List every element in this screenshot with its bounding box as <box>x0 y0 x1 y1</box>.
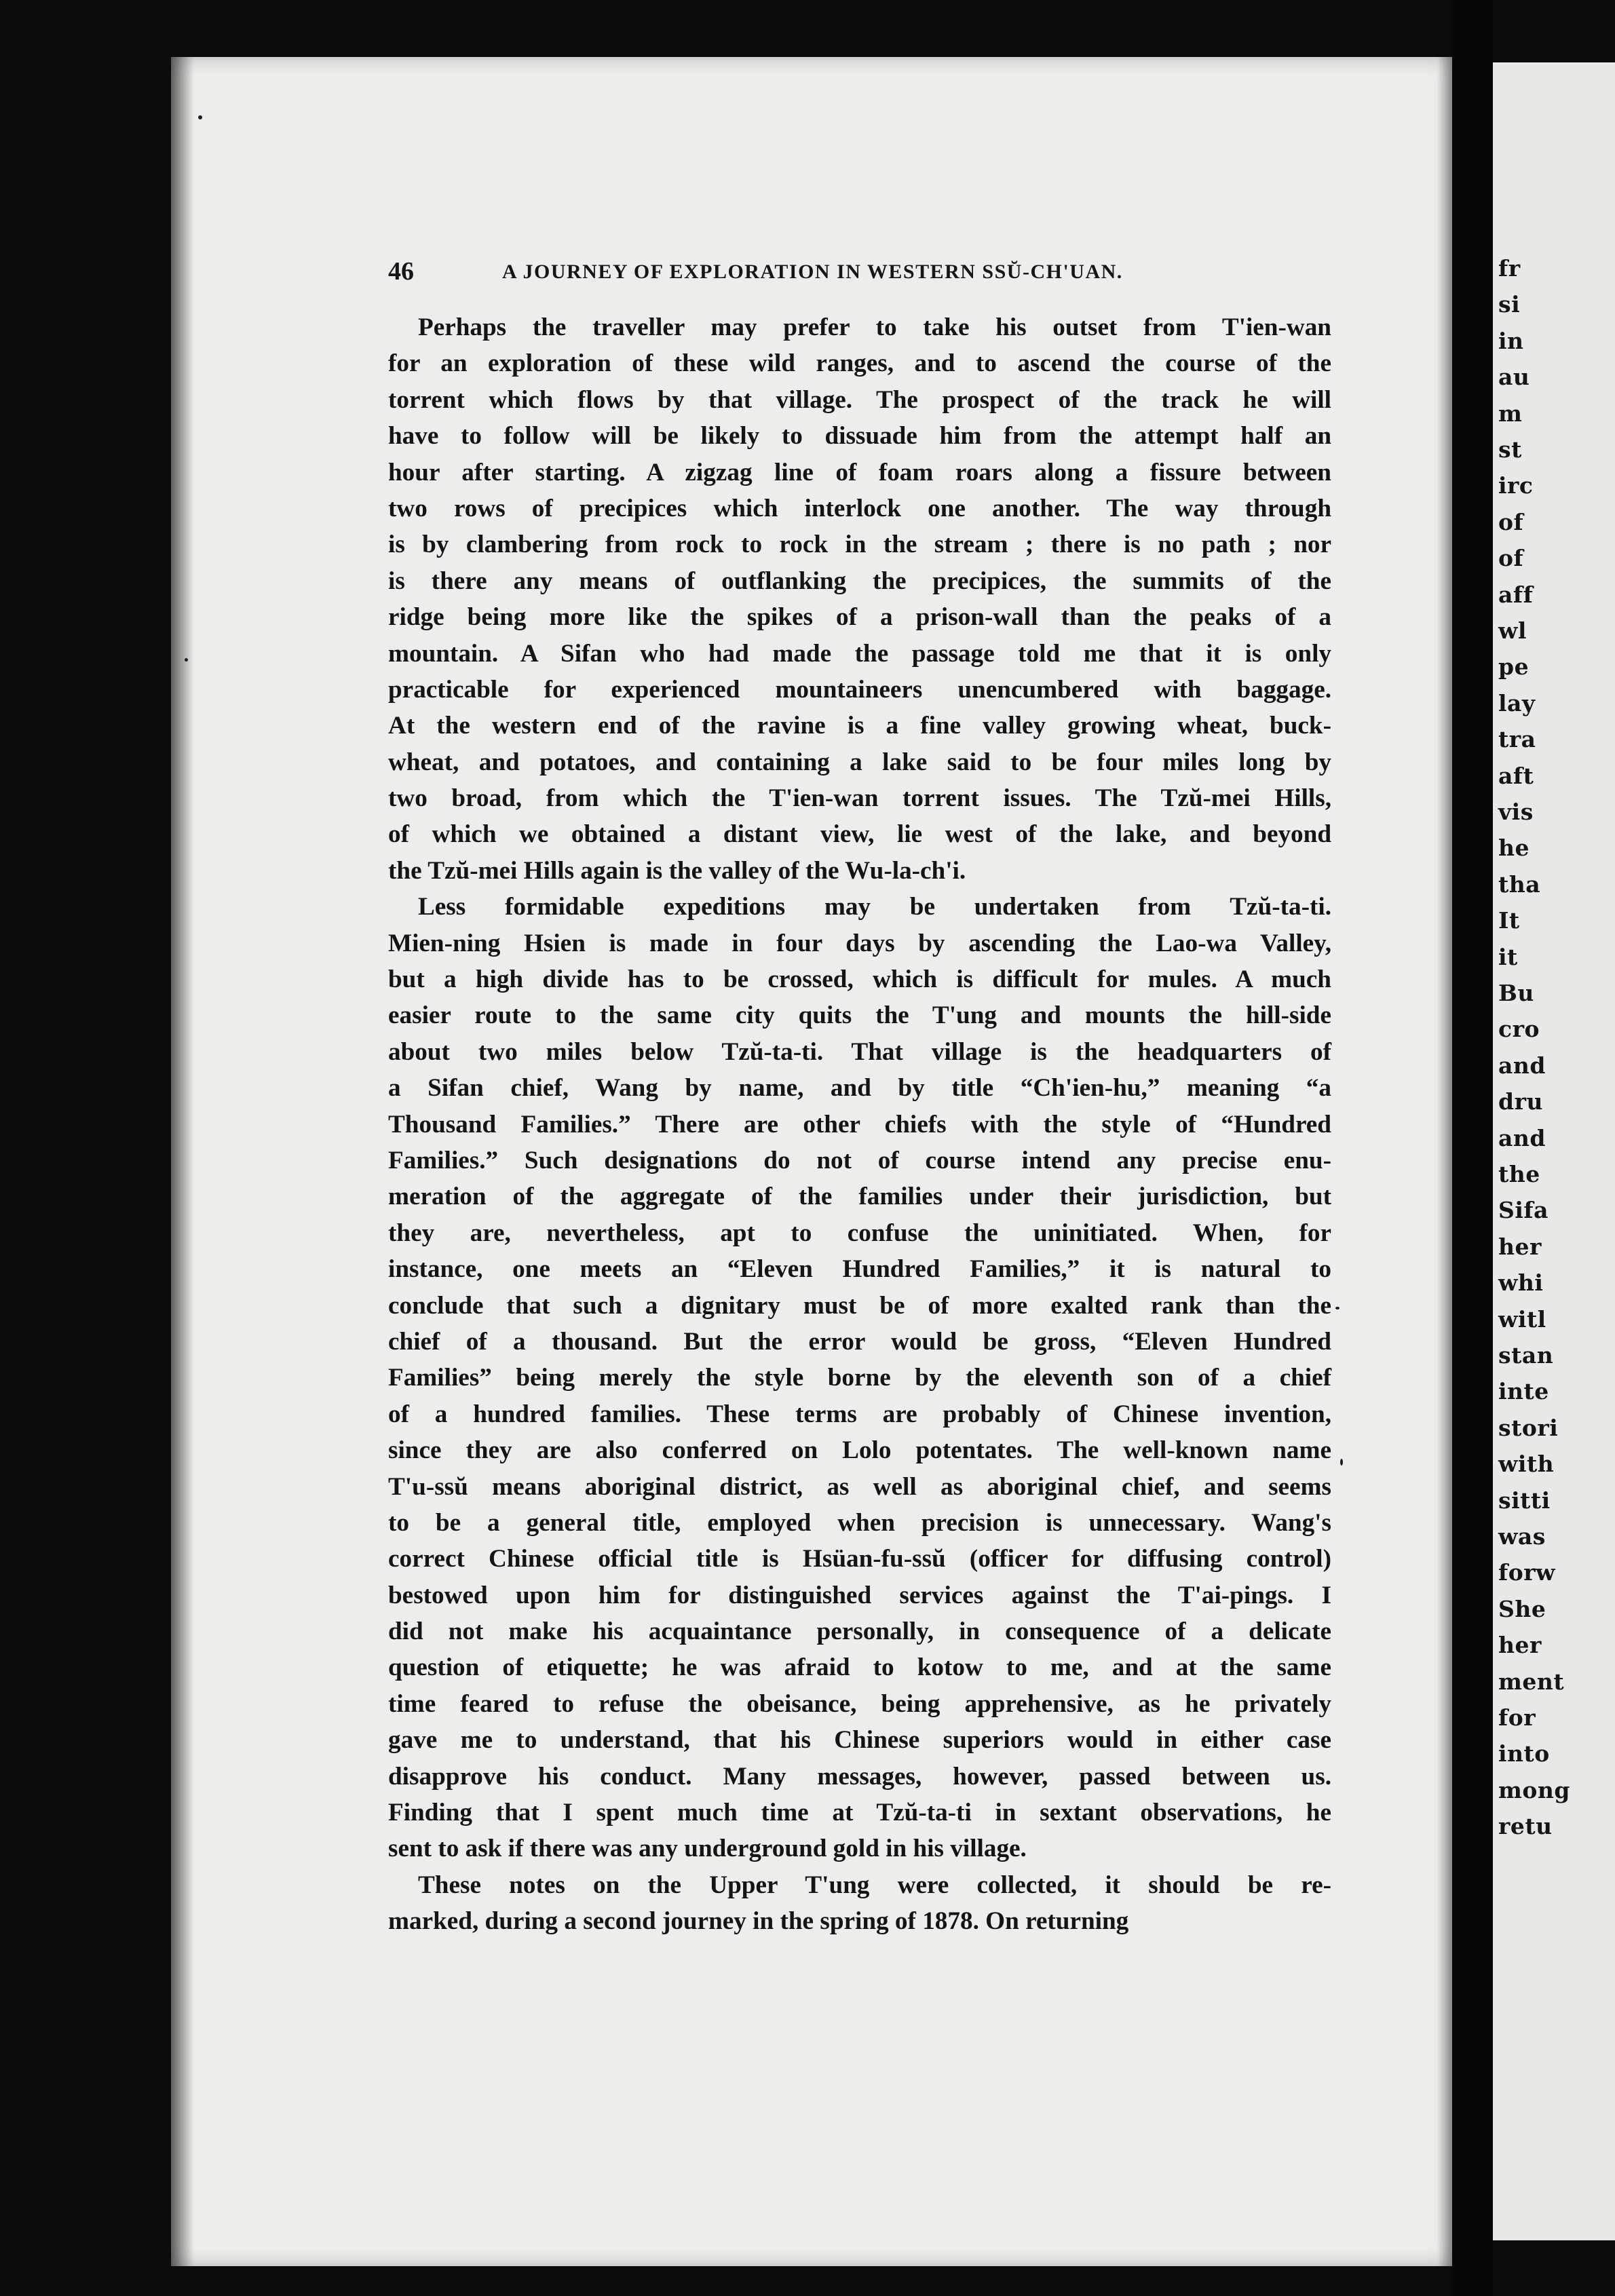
adjacent-page-text-fragment: in <box>1498 327 1524 354</box>
text-line: two broad, from which the T'ien-wan torrent issues. The Tzŭ-mei Hills, <box>388 784 1331 813</box>
text-line: the Tzŭ-mei Hills again is the valley of the Wu-la-ch'i. <box>388 856 966 885</box>
page-edge-shadow-right <box>1437 57 1452 2266</box>
text-line: time feared to refuse the obeisance, being apprehensive, as he privately <box>388 1689 1331 1718</box>
text-line: have to follow will be likely to dissuade him from the attempt half an <box>388 422 1331 451</box>
adjacent-page-text-fragment: of <box>1498 508 1524 535</box>
text-line: disapprove his conduct. Many messages, however, passed between us. <box>388 1762 1331 1791</box>
adjacent-page-text-fragment: stan <box>1498 1342 1554 1369</box>
text-line: for an exploration of these wild ranges, and to ascend the course of the <box>388 349 1331 378</box>
adjacent-page-text-fragment: lay <box>1498 689 1536 716</box>
adjacent-page-text-fragment: She <box>1498 1595 1546 1622</box>
adjacent-page-text-fragment: irc <box>1498 472 1534 499</box>
text-line: Less formidable expeditions may be undertaken from Tzŭ-ta-ti. <box>418 893 1331 921</box>
adjacent-page-text-fragment: it <box>1498 943 1518 970</box>
adjacent-page-text-fragment: tra <box>1498 726 1536 753</box>
adjacent-page-text-fragment: ment <box>1498 1668 1565 1695</box>
adjacent-page-text-fragment: with <box>1498 1451 1555 1478</box>
adjacent-page-text-fragment: into <box>1498 1740 1550 1767</box>
page-number: 46 <box>388 257 414 286</box>
adjacent-page-text-fragment: Bu <box>1498 980 1534 1006</box>
page-edge-shadow-left <box>171 57 194 2266</box>
text-line: instance, one meets an “Eleven Hundred Families,” it is natural to <box>388 1255 1331 1284</box>
text-line: Thousand Families.” There are other chiefs with the style of “Hundred <box>388 1110 1331 1139</box>
text-line: Families.” Such designations do not of course intend any precise enu- <box>388 1146 1331 1174</box>
adjacent-page-text-fragment: tha <box>1498 870 1541 898</box>
text-line: two rows of precipices which interlock one another. The way through <box>388 494 1331 522</box>
text-line: of a hundred families. These terms are probably of Chinese invention, <box>388 1400 1331 1428</box>
text-line: bestowed upon him for distinguished services against the T'ai-pings. I <box>388 1581 1331 1609</box>
adjacent-page-text-fragment: Sifa <box>1498 1197 1548 1224</box>
scan-speck <box>185 658 188 662</box>
text-line: about two miles below Tzŭ-ta-ti. That village is the headquarters of <box>388 1037 1331 1066</box>
text-line: a Sifan chief, Wang by name, and by title “Ch'ien-hu,” meaning “a <box>388 1074 1331 1103</box>
adjacent-page-text-fragment: and <box>1498 1124 1546 1151</box>
adjacent-page-text-fragment: dru <box>1498 1088 1543 1115</box>
adjacent-page-text-fragment: mong <box>1498 1776 1570 1803</box>
adjacent-page-text-fragment: witl <box>1498 1305 1546 1333</box>
scan-speck <box>1335 1307 1340 1309</box>
text-line: of which we obtained a distant view, lie west of the lake, and beyond <box>388 820 1331 849</box>
page-header <box>388 256 1335 290</box>
adjacent-page-text-fragment: was <box>1498 1523 1546 1550</box>
text-line: At the western end of the ravine is a fine valley growing wheat, buck- <box>388 712 1331 740</box>
adjacent-page-text-fragment: vis <box>1498 799 1534 825</box>
text-line: correct Chinese official title is Hsüan-fu-ssŭ (officer for diffusing control) <box>388 1545 1331 1573</box>
text-line: chief of a thousand. But the error would be gross, “Eleven Hundred <box>388 1327 1331 1356</box>
adjacent-page-text-fragment: retu <box>1498 1813 1553 1840</box>
adjacent-page-text-fragment: sitti <box>1498 1487 1551 1514</box>
adjacent-page-text-fragment: inte <box>1498 1378 1549 1405</box>
adjacent-page-text-fragment: the <box>1498 1161 1540 1187</box>
adjacent-page-text-fragment: of <box>1498 545 1524 572</box>
text-line: conclude that such a dignitary must be of more exalted rank than the <box>388 1291 1331 1320</box>
adjacent-page-text-fragment: wl <box>1498 617 1527 644</box>
text-line: meration of the aggregate of the families under their jurisdiction, but <box>388 1183 1331 1211</box>
text-line: easier route to the same city quits the T'ung and mounts the hill-side <box>388 1001 1331 1030</box>
adjacent-page-text-fragment: her <box>1498 1233 1542 1260</box>
text-line: question of etiquette; he was afraid to kotow to me, and at the same <box>388 1653 1331 1682</box>
text-line: hour after starting. A zigzag line of foam roars along a fissure between <box>388 458 1331 486</box>
scan-speck <box>1340 1459 1343 1466</box>
adjacent-page-text-fragment: m <box>1498 400 1523 427</box>
running-title: A JOURNEY OF EXPLORATION IN WESTERN SSŬ-CH'UAN. <box>502 261 1123 283</box>
text-line: sent to ask if there was any underground gold in his village. <box>388 1835 1027 1863</box>
adjacent-page-text-fragment: si <box>1498 291 1521 318</box>
text-line: wheat, and potatoes, and containing a lake said to be four miles long by <box>388 748 1331 776</box>
adjacent-page-fragment <box>1493 62 1615 2240</box>
text-line: they are, nevertheless, apt to confuse the uninitiated. When, for <box>388 1219 1331 1247</box>
text-line: Perhaps the traveller may prefer to take his outset from T'ien-wan <box>418 313 1331 341</box>
text-line: marked, during a second journey in the spring of 1878. On returning <box>388 1907 1129 1936</box>
gutter-shadow <box>1452 0 1493 2296</box>
body-text <box>388 309 1331 1940</box>
adjacent-page-text-fragment: for <box>1498 1704 1536 1731</box>
text-line: is there any means of outflanking the precipices, the summits of the <box>388 567 1331 595</box>
text-line: gave me to understand, that his Chinese superiors would in either case <box>388 1726 1331 1755</box>
text-line: These notes on the Upper T'ung were collected, it should be re- <box>418 1871 1331 1899</box>
adjacent-page-text-fragment: he <box>1498 835 1530 862</box>
adjacent-page-text-fragment: aft <box>1498 762 1534 789</box>
text-line: to be a general title, employed when precision is unnecessary. Wang's <box>388 1508 1331 1537</box>
adjacent-page-text-fragment: her <box>1498 1632 1542 1659</box>
text-line: Families” being merely the style borne by the eleventh son of a chief <box>388 1364 1331 1392</box>
text-line: torrent which flows by that village. The prospect of the track he will <box>388 385 1331 414</box>
text-line: is by clambering from rock to rock in the stream ; there is no path ; nor <box>388 531 1331 559</box>
adjacent-page-text-fragment: au <box>1498 364 1530 391</box>
scan-speck <box>198 115 202 119</box>
text-line: but a high divide has to be crossed, which is difficult for mules. A much <box>388 965 1331 994</box>
text-line: Finding that I spent much time at Tzŭ-ta-ti in sextant observations, he <box>388 1799 1331 1827</box>
text-line: practicable for experienced mountaineers unencumbered with baggage. <box>388 675 1331 704</box>
text-line: ridge being more like the spikes of a prison-wall than the peaks of a <box>388 603 1331 632</box>
text-line: Mien-ning Hsien is made in four days by ascending the Lao-wa Valley, <box>388 929 1331 957</box>
text-line: did not make his acquaintance personally, in consequence of a delicate <box>388 1618 1331 1646</box>
text-line: mountain. A Sifan who had made the passage told me that it is only <box>388 639 1331 668</box>
adjacent-page-text-fragment: It <box>1498 907 1520 934</box>
adjacent-page-text-fragment: and <box>1498 1052 1546 1079</box>
adjacent-page-text-fragment: whi <box>1498 1269 1544 1297</box>
adjacent-page-text-fragment: aff <box>1498 581 1534 608</box>
adjacent-page-text-fragment: pe <box>1498 653 1530 681</box>
adjacent-page-text-fragment: st <box>1498 436 1522 463</box>
adjacent-page-text-fragment: forw <box>1498 1559 1556 1586</box>
text-line: T'u-ssŭ means aboriginal district, as well as aboriginal chief, and seems <box>388 1472 1331 1501</box>
text-line: since they are also conferred on Lolo potentates. The well-known name <box>388 1436 1331 1465</box>
adjacent-page-text-fragment: stori <box>1498 1414 1559 1441</box>
adjacent-page-text-fragment: fr <box>1498 255 1521 282</box>
adjacent-page-text-fragment: cro <box>1498 1016 1540 1043</box>
